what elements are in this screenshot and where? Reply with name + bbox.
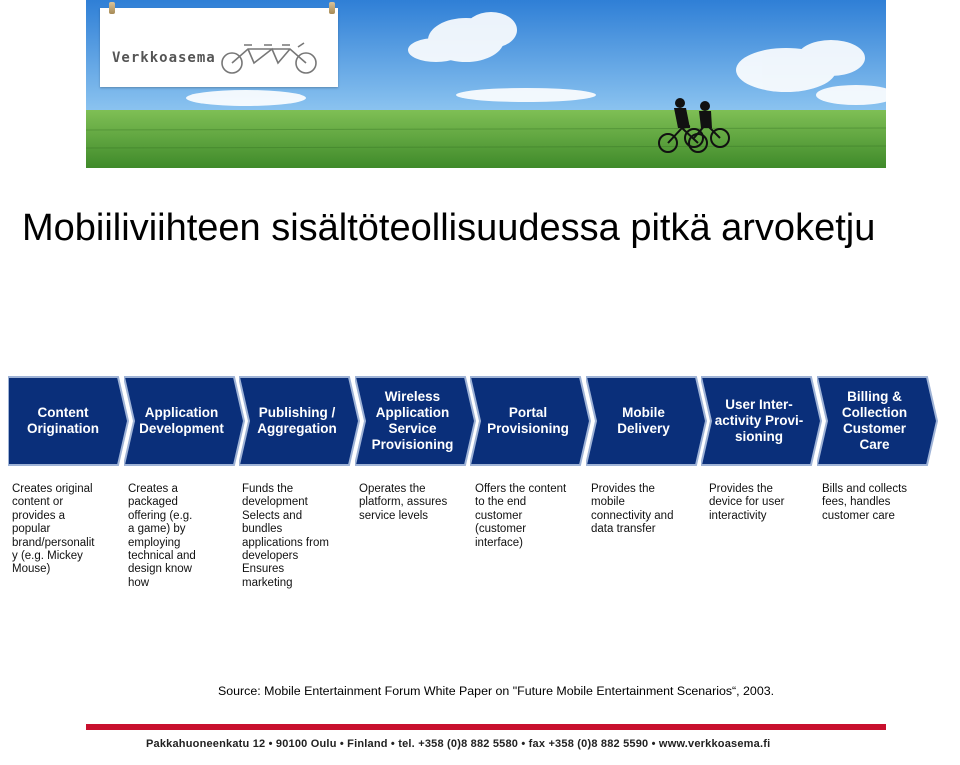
chain-stage-description: Operates the platform, assures service levels xyxy=(359,483,448,522)
source-citation: Source: Mobile Entertainment Forum White Paper on "Future Mobile Entertainment Scenarios“, 2003. xyxy=(218,684,775,698)
chain-stage-label: Wireless Application Service Provisioning xyxy=(371,389,454,452)
chain-stage-label: Publishing / Aggregation xyxy=(257,405,337,436)
chain-stage-label: Application Development xyxy=(139,405,224,436)
value-chain xyxy=(8,376,933,466)
chain-stage-label: Portal Provisioning xyxy=(487,405,569,436)
pin-icon xyxy=(109,2,115,14)
chain-stage-label: Billing & Collection Customer Care xyxy=(841,389,908,452)
chain-stage-label: Mobile Delivery xyxy=(617,405,670,436)
logo-wordmark: Verkkoasema xyxy=(112,50,216,66)
chain-stage-label: Content Origination xyxy=(27,405,99,436)
header-banner xyxy=(86,0,886,168)
chain-stage-description: Provides the device for user interactivity xyxy=(709,483,785,522)
chain-stage-description: Funds the development Selects and bundles applications from developers Ensures marketing xyxy=(242,483,329,589)
chain-stage-description: Bills and collects fees, handles customer care xyxy=(822,483,908,522)
page-title: Mobiiliviihteen sisältöteollisuudessa pitkä arvoketju xyxy=(22,207,876,249)
chain-stage-label: User Inter- activity Provi- sioning xyxy=(714,397,804,444)
pin-icon xyxy=(329,2,335,14)
footer-contact: Pakkahuoneenkatu 12 • 90100 Oulu • Finland • tel. +358 (0)8 882 5580 • fax +358 (0)8 882 5590 • www.verkkoasema.fi xyxy=(146,738,771,750)
logo-card[interactable] xyxy=(100,8,338,87)
chain-stage-description: Offers the content to the end customer (customer interface) xyxy=(475,483,567,549)
footer-bar xyxy=(86,724,886,730)
chain-stage-description: Provides the mobile connectivity and data transfer xyxy=(591,483,674,536)
chain-stage-description: Creates original content or provides a popular brand/personalit y (e.g. Mickey Mouse) xyxy=(12,483,95,576)
chain-stage-description: Creates a packaged offering (e.g. a game) by employing technical and design know how xyxy=(128,483,196,589)
tandem-bicycle-icon xyxy=(220,41,320,75)
